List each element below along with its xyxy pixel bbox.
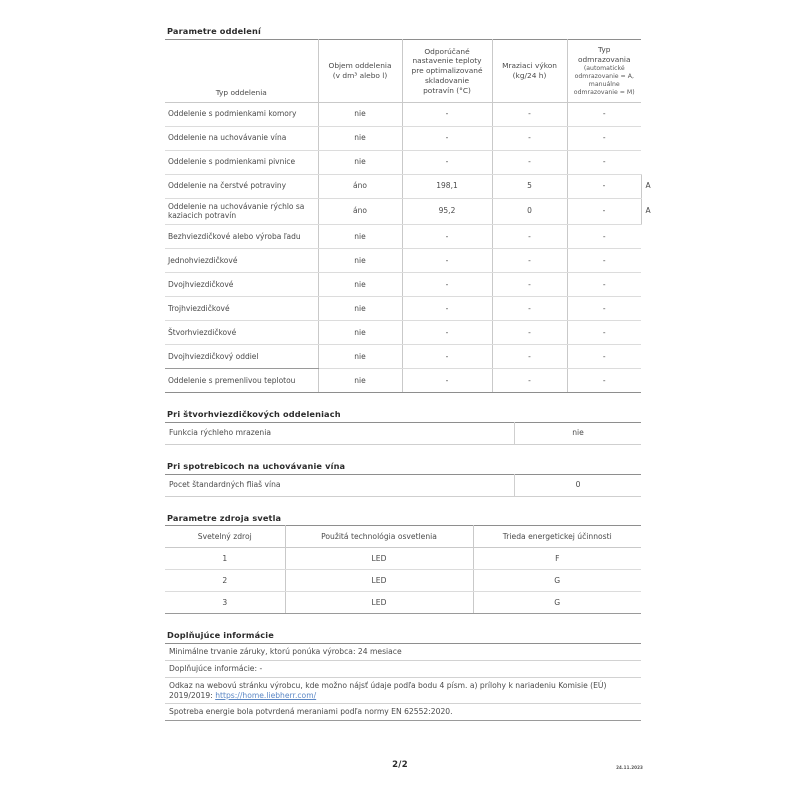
cell-light-source: 3 xyxy=(165,592,285,614)
header-defrost-sub xyxy=(572,65,638,97)
cell-compartment-name: Oddelenie na uchovávanie vína xyxy=(165,126,318,150)
additional-info-section xyxy=(165,630,641,721)
cell-temperature: - xyxy=(492,369,567,393)
table-row xyxy=(165,570,641,592)
cell-light-technology: LED xyxy=(285,570,473,592)
cell-volume: 95,2 xyxy=(402,198,492,225)
cell-temperature: - xyxy=(492,249,567,273)
four-star-section-title: Pri štvorhviezdičkových oddeleniach xyxy=(167,409,341,420)
cell-temperature: - xyxy=(492,102,567,126)
table-row xyxy=(165,102,641,126)
table-row xyxy=(165,150,641,174)
light-source-section-title: Parametre zdroja svetla xyxy=(167,512,282,523)
cell-volume: - xyxy=(402,225,492,249)
cell-present: nie xyxy=(318,345,402,369)
wine-table xyxy=(165,474,641,497)
wine-section-title: Pri spotrebicoch na uchovávanie vína xyxy=(167,460,346,471)
footer-date: 24.11.2023 xyxy=(616,765,643,770)
cell-present: nie xyxy=(318,102,402,126)
compartment-table-head xyxy=(165,39,641,102)
additional-info-table xyxy=(165,643,641,721)
light-table-header-row xyxy=(165,526,641,548)
cell-volume: - xyxy=(402,345,492,369)
table-row xyxy=(165,321,641,345)
cell-fast-freeze-label: Funkcia rýchleho mrazenia xyxy=(165,422,515,444)
cell-compartment-name: Štvorhviezdičkové xyxy=(165,321,318,345)
cell-defrost: - xyxy=(567,321,641,345)
table-row xyxy=(165,474,641,496)
cell-volume: - xyxy=(402,297,492,321)
cell-fast-freeze-value: nie xyxy=(515,422,642,444)
cell-compartment-name: Oddelenie s premenlivou teplotou xyxy=(165,369,318,393)
header-light-source: Svetelný zdroj xyxy=(165,526,285,548)
page-number: 2/2 xyxy=(392,760,408,770)
table-row xyxy=(165,548,641,570)
manufacturer-website-link[interactable]: https://home.liebherr.com/ xyxy=(215,690,317,700)
cell-extra-info: Doplňujúce informácie: - xyxy=(165,660,641,677)
cell-light-source: 2 xyxy=(165,570,285,592)
compartment-parameters-table xyxy=(165,39,651,393)
cell-volume: - xyxy=(402,273,492,297)
cell-temperature: - xyxy=(492,297,567,321)
cell-light-source: 1 xyxy=(165,548,285,570)
cell-light-technology: LED xyxy=(285,592,473,614)
cell-defrost: - xyxy=(567,297,641,321)
table-row: Oddelenie na čerstvé potraviny áno 198,1 5 - A xyxy=(165,174,641,198)
table-row xyxy=(165,660,641,677)
cell-volume: - xyxy=(402,126,492,150)
cell-compartment-name: Oddelenie na uchovávanie rýchlo sa kaziacich potravín xyxy=(165,198,318,225)
cell-defrost: - xyxy=(567,225,641,249)
header-volume-line1: Objem oddelenia xyxy=(328,61,392,71)
table-row xyxy=(165,345,641,369)
cell-light-technology: LED xyxy=(285,548,473,570)
table-row xyxy=(165,644,641,661)
cell-volume: 198,1 xyxy=(402,174,492,198)
cell-temperature: - xyxy=(492,321,567,345)
header-light-technology: Použitá technológia osvetlenia xyxy=(285,526,473,548)
cell-manufacturer-website xyxy=(165,677,641,704)
cell-volume: - xyxy=(402,321,492,345)
cell-temperature: - xyxy=(492,345,567,369)
cell-present: nie xyxy=(318,321,402,345)
header-volume xyxy=(318,39,402,102)
cell-defrost: - xyxy=(567,126,641,150)
header-defrost-line2: odmrazovania xyxy=(577,54,631,64)
table-row: Oddelenie na uchovávanie rýchlo sa kaziacich potravín áno 95,2 0 - A xyxy=(165,198,641,225)
document-sheet xyxy=(165,26,651,721)
cell-temperature: 0 xyxy=(492,198,567,225)
header-defrost-sub-line3: manuálne xyxy=(588,81,620,89)
cell-present: nie xyxy=(318,297,402,321)
cell-temperature: - xyxy=(492,126,567,150)
cell-temperature: 5 xyxy=(492,174,567,198)
cell-warranty-info: Minimálne trvanie záruky, ktorú ponúka výrobca: 24 mesiace xyxy=(165,644,641,661)
cell-defrost: - xyxy=(567,369,641,393)
cell-present: nie xyxy=(318,249,402,273)
header-compartment-type-label: Typ oddelenia xyxy=(215,87,267,97)
cell-compartment-name: Bezhviezdičkové alebo výroba ľadu xyxy=(165,225,318,249)
cell-energy-standard: Spotreba energie bola potvrdená meraniami podľa normy EN 62552:2020. xyxy=(165,704,641,721)
cell-present: nie xyxy=(318,369,402,393)
table-row xyxy=(165,126,641,150)
manufacturer-website-text: Odkaz na webovú stránku výrobcu, kde možno nájsť údaje podľa bodu 4 písm. a) prílohy k nariadeniu Komisie (EÚ) 2019/2019: xyxy=(169,680,607,700)
cell-present: nie xyxy=(318,150,402,174)
cell-compartment-name: Trojhviezdičkové xyxy=(165,297,318,321)
header-defrost-sub-line4: odmrazovanie = M) xyxy=(573,89,635,97)
cell-compartment-name: Dvojhviezdičkový oddiel xyxy=(165,345,318,369)
cell-present: áno xyxy=(318,174,402,198)
header-temperature-line4: skladovanie xyxy=(424,76,470,86)
cell-present: nie xyxy=(318,273,402,297)
cell-light-efficiency: F xyxy=(473,548,641,570)
cell-freezing: - xyxy=(567,174,641,198)
table-row xyxy=(165,592,641,614)
compartment-table-body xyxy=(165,102,651,393)
table-row xyxy=(165,297,641,321)
cell-temperature: - xyxy=(492,225,567,249)
table-row xyxy=(165,225,641,249)
header-compartment-type xyxy=(165,39,318,102)
cell-compartment-name: Jednohviezdičkové xyxy=(165,249,318,273)
cell-volume: - xyxy=(402,369,492,393)
header-temperature-line2: nastavenie teploty xyxy=(412,56,482,66)
table-row xyxy=(165,677,641,704)
four-star-section xyxy=(165,409,641,445)
cell-compartment-name: Oddelenie na čerstvé potraviny xyxy=(165,174,318,198)
cell-compartment-name: Dvojhviezdičkové xyxy=(165,273,318,297)
cell-present: nie xyxy=(318,225,402,249)
compartment-table-header-row xyxy=(165,39,641,102)
cell-defrost: - xyxy=(567,345,641,369)
cell-light-efficiency: G xyxy=(473,592,641,614)
cell-volume: - xyxy=(402,102,492,126)
cell-temperature: - xyxy=(492,150,567,174)
cell-volume: - xyxy=(402,249,492,273)
table-row xyxy=(165,704,641,721)
cell-wine-bottles-label: Pocet štandardných fliaš vína xyxy=(165,474,515,496)
cell-defrost: - xyxy=(567,150,641,174)
table-row xyxy=(165,273,641,297)
cell-defrost: - xyxy=(567,102,641,126)
cell-present: áno xyxy=(318,198,402,225)
header-light-efficiency: Trieda energetickej účinnosti xyxy=(473,526,641,548)
cell-present: nie xyxy=(318,126,402,150)
additional-info-section-title: Doplňujúce informácie xyxy=(167,630,274,641)
cell-defrost: - xyxy=(567,249,641,273)
cell-volume: - xyxy=(402,150,492,174)
header-temperature xyxy=(402,39,492,102)
table-row xyxy=(165,369,641,393)
cell-light-efficiency: G xyxy=(473,570,641,592)
cell-temperature: - xyxy=(492,273,567,297)
header-freezing-line2: (kg/24 h) xyxy=(512,71,547,81)
header-defrost-sub-line1: (automatické xyxy=(583,65,625,73)
header-defrost-line1: Typ xyxy=(598,44,611,54)
header-volume-line2: (v dm³ alebo l) xyxy=(332,71,388,81)
cell-defrost: - xyxy=(567,273,641,297)
cell-wine-bottles-value: 0 xyxy=(515,474,642,496)
table-row xyxy=(165,249,641,273)
header-defrost-sub-line2: odmrazovanie = A, xyxy=(574,73,634,81)
header-freezing-capacity xyxy=(492,39,567,102)
header-temperature-line3: pre optimalizované xyxy=(411,66,483,76)
table-row xyxy=(165,422,641,444)
cell-compartment-name: Oddelenie s podmienkami pivnice xyxy=(165,150,318,174)
header-freezing-line1: Mraziaci výkon xyxy=(502,61,557,71)
light-source-section xyxy=(165,513,641,615)
cell-compartment-name: Oddelenie s podmienkami komory xyxy=(165,102,318,126)
four-star-table xyxy=(165,422,641,445)
wine-section xyxy=(165,461,641,497)
header-temperature-line5: potravín (°C) xyxy=(423,85,471,95)
cell-freezing: - xyxy=(567,198,641,225)
compartment-section-title: Parametre oddelení xyxy=(167,26,261,36)
header-temperature-line1: Odporúčané xyxy=(424,46,470,56)
header-defrost-type xyxy=(567,39,641,102)
light-source-table xyxy=(165,525,641,614)
